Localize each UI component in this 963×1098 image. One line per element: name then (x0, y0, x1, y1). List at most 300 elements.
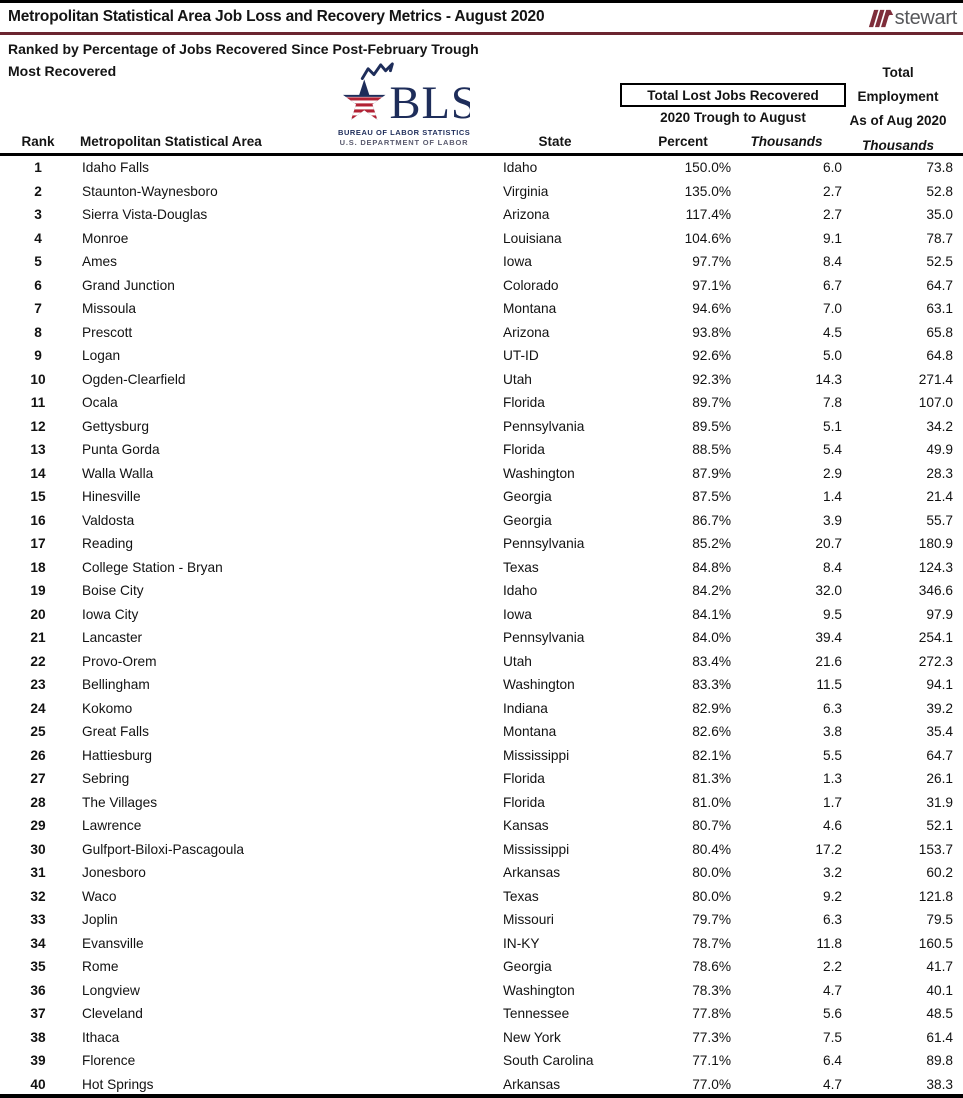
msa-cell: The Villages (82, 794, 158, 810)
thousands-recovered-cell: 6.3 (822, 700, 842, 716)
state-cell: Kansas (503, 818, 549, 834)
thousands-recovered-cell: 2.2 (822, 959, 842, 975)
table-row (0, 720, 953, 744)
rank-cell: 24 (30, 700, 46, 716)
total-employment-cell: 31.9 (926, 794, 953, 810)
total-employment-cell: 65.8 (926, 324, 953, 340)
thousands-recovered-cell: 4.6 (822, 818, 842, 834)
msa-cell: Boise City (82, 583, 144, 599)
msa-cell: Great Falls (82, 724, 149, 740)
rank-cell: 10 (30, 371, 46, 387)
rank-cell: 18 (30, 559, 46, 575)
rank-cell: 1 (34, 160, 42, 176)
msa-cell: Sebring (82, 771, 130, 787)
rank-cell: 7 (34, 301, 42, 317)
total-employment-cell: 94.1 (926, 677, 953, 693)
rank-cell: 36 (30, 982, 46, 998)
thousands-recovered-cell: 20.7 (815, 536, 842, 552)
msa-cell: Longview (82, 982, 140, 998)
total-employment-cell: 21.4 (926, 489, 953, 505)
percent-recovered-cell: 79.7% (692, 912, 731, 928)
state-cell: Iowa (503, 254, 532, 270)
state-cell: Florida (503, 395, 545, 411)
total-employment-cell: 79.5 (926, 912, 953, 928)
state-cell: Virginia (503, 183, 549, 199)
state-cell: Florida (503, 442, 545, 458)
rank-cell: 35 (30, 959, 46, 975)
table-row (0, 227, 953, 251)
total-employment-cell: 153.7 (918, 841, 953, 857)
msa-cell: Hattiesburg (82, 747, 152, 763)
state-cell: IN-KY (503, 935, 540, 951)
msa-cell: Valdosta (82, 512, 135, 528)
thousands-recovered-cell: 21.6 (815, 653, 842, 669)
rank-cell: 21 (30, 630, 46, 646)
table-row (0, 391, 953, 415)
thousands-recovered-cell: 4.7 (822, 982, 842, 998)
percent-recovered-cell: 82.6% (692, 724, 731, 740)
percent-recovered-cell: 135.0% (684, 183, 731, 199)
msa-cell: Hot Springs (82, 1076, 154, 1092)
percent-recovered-cell: 150.0% (684, 160, 731, 176)
rank-cell: 9 (34, 348, 42, 364)
rank-cell: 13 (30, 442, 46, 458)
thousands-recovered-cell: 14.3 (815, 371, 842, 387)
percent-recovered-cell: 80.4% (692, 841, 731, 857)
thousands-recovered-cell: 9.2 (822, 888, 842, 904)
state-cell: Missouri (503, 912, 554, 928)
rank-cell: 27 (30, 771, 46, 787)
total-employment-cell: 60.2 (926, 865, 953, 881)
rank-cell: 8 (34, 324, 42, 340)
rank-cell: 14 (30, 465, 46, 481)
percent-recovered-cell: 84.2% (692, 583, 731, 599)
thousands-recovered-cell: 2.7 (822, 183, 842, 199)
total-employment-cell: 39.2 (926, 700, 953, 716)
total-employment-cell: 64.7 (926, 277, 953, 293)
state-cell: Georgia (503, 512, 552, 528)
state-cell: Georgia (503, 959, 552, 975)
rank-cell: 25 (30, 724, 46, 740)
state-cell: Tennessee (503, 1006, 570, 1022)
msa-cell: Sierra Vista-Douglas (82, 207, 208, 223)
msa-cell: Iowa City (82, 606, 139, 622)
total-employment-line3: As of Aug 2020 (849, 113, 947, 129)
percent-recovered-cell: 78.7% (692, 935, 731, 951)
percent-recovered-cell: 89.7% (692, 395, 731, 411)
table-row (0, 297, 953, 321)
percent-recovered-cell: 83.4% (692, 653, 731, 669)
msa-cell: Punta Gorda (82, 442, 160, 458)
stewart-wordmark: stewart (894, 7, 957, 29)
state-cell: Washington (503, 982, 575, 998)
total-employment-cell: 61.4 (926, 1029, 953, 1045)
total-employment-cell: 89.8 (926, 1053, 953, 1069)
state-cell: Florida (503, 771, 545, 787)
page-subtitle: Ranked by Percentage of Jobs Recovered Since Post-February Trough (8, 41, 479, 57)
msa-cell: Grand Junction (82, 277, 175, 293)
state-cell: Louisiana (503, 230, 562, 246)
thousands-recovered-cell: 11.8 (816, 935, 842, 951)
thousands-recovered-cell: 3.8 (822, 724, 842, 740)
thousands-recovered-cell: 39.4 (815, 630, 842, 646)
percent-recovered-cell: 97.1% (692, 277, 731, 293)
thousands-recovered-cell: 5.4 (822, 442, 842, 458)
percent-recovered-cell: 82.9% (692, 700, 731, 716)
state-cell: Texas (503, 559, 539, 575)
state-cell: Georgia (503, 489, 552, 505)
percent-recovered-cell: 84.8% (692, 559, 731, 575)
msa-cell: Ames (82, 254, 117, 270)
recovered-period-header: 2020 Trough to August (660, 110, 806, 125)
thousands-recovered-cell: 6.7 (822, 277, 842, 293)
table-row (0, 509, 953, 533)
state-cell: Pennsylvania (503, 630, 585, 646)
state-cell: Arizona (503, 207, 550, 223)
thousands-recovered-cell: 9.1 (822, 230, 842, 246)
msa-cell: College Station - Bryan (82, 559, 223, 575)
thousands-recovered-cell: 4.7 (822, 1076, 842, 1092)
thousands-recovered-cell: 1.7 (822, 794, 842, 810)
total-employment-units: Thousands (861, 137, 934, 153)
thousands-recovered-cell: 5.0 (822, 348, 842, 364)
msa-cell: Joplin (82, 912, 118, 928)
percent-recovered-cell: 93.8% (692, 324, 731, 340)
total-employment-cell: 254.1 (918, 630, 953, 646)
rank-cell: 23 (30, 677, 46, 693)
percent-recovered-cell: 80.7% (692, 818, 731, 834)
msa-cell: Staunton-Waynesboro (82, 183, 218, 199)
rank-cell: 38 (30, 1029, 46, 1045)
table-row (0, 744, 953, 768)
msa-cell: Evansville (82, 935, 144, 951)
column-header-thousands: Thousands (750, 134, 823, 149)
total-employment-cell: 55.7 (926, 512, 953, 528)
column-header-percent: Percent (658, 134, 708, 149)
total-employment-cell: 63.1 (926, 301, 953, 317)
rank-cell: 29 (30, 818, 46, 834)
msa-cell: Ithaca (82, 1029, 120, 1045)
state-cell: Montana (503, 301, 557, 317)
state-cell: Arizona (503, 324, 550, 340)
total-employment-cell: 49.9 (926, 442, 953, 458)
state-cell: Arkansas (503, 1076, 561, 1092)
rank-cell: 26 (30, 747, 46, 763)
thousands-recovered-cell: 5.1 (822, 418, 842, 434)
rank-cell: 31 (30, 865, 46, 881)
state-cell: Colorado (503, 277, 559, 293)
stewart-slashes-icon (868, 8, 894, 29)
table-row (0, 344, 953, 368)
total-employment-line1: Total (882, 65, 914, 80)
msa-cell: Reading (82, 536, 133, 552)
rank-cell: 12 (30, 418, 46, 434)
column-header-msa: Metropolitan Statistical Area (80, 134, 262, 149)
table-row (0, 838, 953, 862)
thousands-recovered-cell: 5.5 (822, 747, 842, 763)
total-employment-cell: 272.3 (918, 653, 953, 669)
table-row (0, 603, 953, 627)
thousands-recovered-cell: 4.5 (822, 324, 842, 340)
rank-cell: 2 (34, 183, 42, 199)
percent-recovered-cell: 85.2% (692, 536, 731, 552)
thousands-recovered-cell: 1.4 (822, 489, 842, 505)
total-employment-cell: 26.1 (926, 771, 953, 787)
state-cell: Utah (503, 371, 532, 387)
table-row (0, 697, 953, 721)
msa-cell: Prescott (82, 324, 133, 340)
report-header (0, 3, 963, 156)
rank-cell: 33 (30, 912, 46, 928)
state-cell: Washington (503, 465, 575, 481)
percent-recovered-cell: 77.1% (692, 1053, 731, 1069)
percent-recovered-cell: 80.0% (692, 888, 731, 904)
percent-recovered-cell: 80.0% (692, 865, 731, 881)
rank-cell: 28 (30, 794, 46, 810)
state-cell: South Carolina (503, 1053, 594, 1069)
rank-cell: 30 (30, 841, 46, 857)
table-row (0, 274, 953, 298)
total-employment-cell: 346.6 (918, 583, 953, 599)
msa-cell: Idaho Falls (82, 160, 149, 176)
thousands-recovered-cell: 6.3 (822, 912, 842, 928)
rank-cell: 6 (34, 277, 42, 293)
percent-recovered-cell: 84.0% (692, 630, 731, 646)
msa-cell: Gettysburg (82, 418, 149, 434)
state-cell: Washington (503, 677, 575, 693)
percent-recovered-cell: 84.1% (692, 606, 731, 622)
percent-recovered-cell: 104.6% (684, 230, 731, 246)
recovered-group-header: Total Lost Jobs Recovered (620, 83, 846, 107)
msa-cell: Lancaster (82, 630, 143, 646)
total-employment-cell: 107.0 (918, 395, 953, 411)
percent-recovered-cell: 92.3% (692, 371, 731, 387)
table-row (0, 1026, 953, 1050)
table-row (0, 626, 953, 650)
msa-cell: Florence (82, 1053, 136, 1069)
table-row (0, 955, 953, 979)
thousands-recovered-cell: 7.0 (822, 301, 842, 317)
msa-cell: Logan (82, 348, 121, 364)
table-row (0, 1073, 953, 1097)
table-row (0, 250, 953, 274)
table-row (0, 180, 953, 204)
rank-cell: 17 (30, 536, 46, 552)
total-employment-cell: 64.8 (926, 348, 953, 364)
table-row (0, 156, 953, 180)
total-employment-cell: 52.8 (926, 183, 953, 199)
percent-recovered-cell: 89.5% (692, 418, 731, 434)
msa-cell: Gulfport-Biloxi-Pascagoula (82, 841, 245, 857)
total-employment-cell: 271.4 (918, 371, 953, 387)
table-row (0, 415, 953, 439)
thousands-recovered-cell: 5.6 (822, 1006, 842, 1022)
table-row (0, 438, 953, 462)
table-row (0, 814, 953, 838)
rank-cell: 40 (30, 1076, 46, 1092)
table-row (0, 579, 953, 603)
total-employment-cell: 34.2 (926, 418, 953, 434)
rank-cell: 37 (30, 1006, 46, 1022)
total-employment-cell: 97.9 (926, 606, 953, 622)
percent-recovered-cell: 81.0% (692, 794, 731, 810)
percent-recovered-cell: 83.3% (692, 677, 731, 693)
thousands-recovered-cell: 2.9 (822, 465, 842, 481)
rank-cell: 5 (34, 254, 42, 270)
thousands-recovered-cell: 6.4 (822, 1053, 842, 1069)
state-cell: Arkansas (503, 865, 561, 881)
state-cell: Indiana (503, 700, 548, 716)
thousands-recovered-cell: 1.3 (822, 771, 842, 787)
table-row (0, 321, 953, 345)
table-row (0, 767, 953, 791)
table-row (0, 673, 953, 697)
state-cell: Montana (503, 724, 557, 740)
rank-cell: 22 (30, 653, 46, 669)
total-employment-line2: Employment (857, 89, 939, 105)
msa-cell: Provo-Orem (82, 653, 157, 669)
column-header-rank: Rank (21, 134, 55, 149)
percent-recovered-cell: 97.7% (692, 254, 731, 270)
percent-recovered-cell: 87.5% (692, 489, 731, 505)
state-cell: Pennsylvania (503, 418, 585, 434)
state-cell: UT-ID (503, 348, 539, 364)
state-cell: Idaho (503, 160, 538, 176)
table-row (0, 650, 953, 674)
table-row (0, 203, 953, 227)
thousands-recovered-cell: 2.7 (822, 207, 842, 223)
thousands-recovered-cell: 9.5 (822, 606, 842, 622)
percent-recovered-cell: 88.5% (692, 442, 731, 458)
page-title: Metropolitan Statistical Area Job Loss and Recovery Metrics - August 2020 (8, 8, 545, 25)
msa-cell: Ocala (82, 395, 118, 411)
thousands-recovered-cell: 3.9 (822, 512, 842, 528)
total-employment-cell: 52.1 (926, 818, 953, 834)
msa-cell: Jonesboro (82, 865, 146, 881)
rank-cell: 3 (34, 207, 42, 223)
stewart-logo (868, 7, 957, 30)
percent-recovered-cell: 87.9% (692, 465, 731, 481)
percent-recovered-cell: 86.7% (692, 512, 731, 528)
state-cell: Idaho (503, 583, 538, 599)
thousands-recovered-cell: 7.8 (822, 395, 842, 411)
table-row (0, 485, 953, 509)
column-header-state: State (538, 134, 572, 149)
thousands-recovered-cell: 8.4 (822, 559, 842, 575)
msa-table (0, 156, 953, 1096)
total-employment-cell: 28.3 (926, 465, 953, 481)
state-cell: Pennsylvania (503, 536, 585, 552)
bls-logo (338, 61, 470, 147)
total-employment-cell: 124.3 (918, 559, 953, 575)
rank-cell: 20 (30, 606, 46, 622)
rank-cell: 34 (30, 935, 46, 951)
table-row (0, 532, 953, 556)
table-row (0, 462, 953, 486)
table-row (0, 861, 953, 885)
rank-cell: 16 (30, 512, 46, 528)
header-divider (0, 32, 963, 35)
percent-recovered-cell: 81.3% (692, 771, 731, 787)
state-cell: New York (503, 1029, 561, 1045)
msa-cell: Ogden-Clearfield (82, 371, 186, 387)
percent-recovered-cell: 78.3% (692, 982, 731, 998)
thousands-recovered-cell: 11.5 (816, 677, 842, 693)
table-row (0, 791, 953, 815)
svg-text:BLS: BLS (389, 78, 470, 125)
percent-recovered-cell: 77.8% (692, 1006, 731, 1022)
table-row (0, 556, 953, 580)
percent-recovered-cell: 77.3% (692, 1029, 731, 1045)
thousands-recovered-cell: 6.0 (822, 160, 842, 176)
table-row (0, 979, 953, 1003)
total-employment-cell: 35.4 (926, 724, 953, 740)
msa-cell: Rome (82, 959, 119, 975)
rank-cell: 39 (30, 1053, 46, 1069)
total-employment-cell: 35.0 (926, 207, 953, 223)
msa-cell: Walla Walla (82, 465, 154, 481)
total-employment-cell: 121.8 (918, 888, 953, 904)
total-employment-cell: 78.7 (926, 230, 953, 246)
total-employment-cell: 160.5 (918, 935, 953, 951)
rank-cell: 32 (30, 888, 46, 904)
msa-cell: Hinesville (82, 489, 141, 505)
state-cell: Mississippi (503, 841, 570, 857)
table-row (0, 368, 953, 392)
rank-cell: 11 (30, 395, 46, 411)
percent-recovered-cell: 117.4% (685, 207, 731, 223)
total-employment-cell: 40.1 (926, 982, 953, 998)
msa-cell: Bellingham (82, 677, 150, 693)
percent-recovered-cell: 92.6% (692, 348, 731, 364)
table-row (0, 1002, 953, 1026)
msa-cell: Kokomo (82, 700, 133, 716)
total-employment-cell: 180.9 (918, 536, 953, 552)
msa-cell: Monroe (82, 230, 129, 246)
rank-cell: 4 (34, 230, 42, 246)
bls-bureau-line: BUREAU OF LABOR STATISTICS (338, 128, 471, 137)
thousands-recovered-cell: 3.2 (822, 865, 842, 881)
bls-star-icon (338, 61, 470, 125)
rank-cell: 19 (30, 583, 46, 599)
table-row (0, 1049, 953, 1073)
total-employment-cell: 52.5 (926, 254, 953, 270)
thousands-recovered-cell: 32.0 (815, 583, 842, 599)
percent-recovered-cell: 94.6% (692, 301, 731, 317)
table-row (0, 908, 953, 932)
state-cell: Iowa (503, 606, 532, 622)
total-employment-cell: 64.7 (926, 747, 953, 763)
rank-cell: 15 (30, 489, 46, 505)
total-employment-cell: 73.8 (926, 160, 953, 176)
state-cell: Texas (503, 888, 539, 904)
state-cell: Utah (503, 653, 532, 669)
table-row (0, 932, 953, 956)
bls-dept-line: U.S. DEPARTMENT OF LABOR (339, 138, 469, 147)
thousands-recovered-cell: 17.2 (815, 841, 842, 857)
total-employment-cell: 41.7 (926, 959, 953, 975)
percent-recovered-cell: 78.6% (692, 959, 731, 975)
thousands-recovered-cell: 7.5 (822, 1029, 842, 1045)
total-employment-cell: 48.5 (926, 1006, 953, 1022)
section-label: Most Recovered (8, 63, 117, 79)
state-cell: Florida (503, 794, 545, 810)
total-employment-header (842, 61, 954, 158)
percent-recovered-cell: 77.0% (692, 1076, 731, 1092)
thousands-recovered-cell: 8.4 (822, 254, 842, 270)
msa-cell: Missoula (82, 301, 137, 317)
table-row (0, 885, 953, 909)
